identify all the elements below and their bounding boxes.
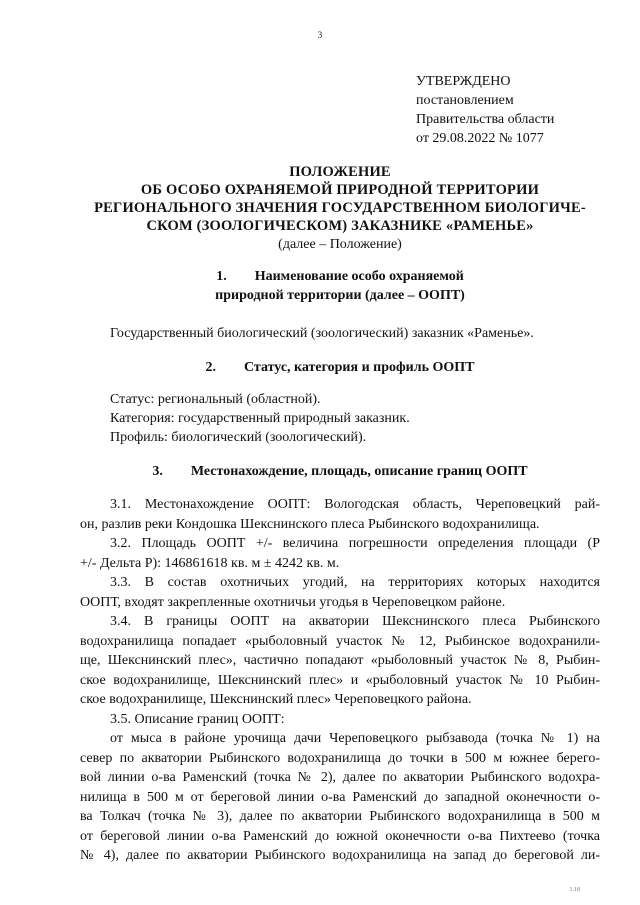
section-heading-text: природной территории (далее – ООПТ): [215, 288, 465, 303]
title-line: ПОЛОЖЕНИЕ: [289, 164, 391, 180]
page-number: 3: [317, 30, 323, 40]
approval-line: от 29.08.2022 № 1077: [416, 131, 544, 146]
section-number: 1.: [216, 269, 227, 284]
paragraph-line: +/- Дельта Р): 146861618 кв. м ± 4242 кв. м.: [80, 555, 340, 571]
section-3-body: [80, 495, 600, 866]
paragraph-line: нилища в 500 м от береговой линии о-ва Раменский до западной оконечности о-: [80, 789, 600, 805]
section-3-heading: [60, 462, 620, 481]
approval-stamp: [416, 72, 554, 148]
paragraph-line: 3.4. В границы ООПТ на акватории Шекснинского плеса Рыбинского: [110, 614, 600, 629]
document-title: [60, 163, 620, 254]
paragraph-line: ще, Шекснинский плес», частично попадают «рыболовный участок № 8, Рыбин-: [80, 653, 600, 668]
paragraph-line: север по акватории Рыбинского водохранилища до точки в 500 м южнее берего-: [80, 750, 600, 766]
title-subtitle: (далее – Положение): [278, 237, 402, 252]
section-heading-text: Местонахождение, площадь, описание границ ООПТ: [190, 464, 528, 479]
approval-line: Правительства области: [416, 112, 555, 127]
category-line: Категория: государственный природный заказник.: [110, 411, 410, 426]
section-heading-text: Наименование особо охраняемой: [254, 269, 464, 284]
paragraph-line: от мыса в районе урочища дачи Череповецкого рыбзавода (точка № 1) на: [110, 731, 600, 746]
section-2-heading: [60, 358, 620, 377]
profile-line: Профиль: биологический (зоологический).: [110, 430, 367, 445]
footer-mark: 1.18: [569, 887, 580, 893]
section-heading-text: Статус, категория и профиль ООПТ: [243, 360, 475, 375]
paragraph-line: он, разлив реки Кондошка Шекснинского плеса Рыбинского водохранилища.: [80, 516, 540, 532]
title-line: РЕГИОНАЛЬНОГО ЗНАЧЕНИЯ ГОСУДАРСТВЕННОМ БИОЛОГИЧЕ-: [94, 200, 586, 216]
section-1-text: Государственный биологический (зоологический) заказник «Раменье».: [110, 326, 534, 341]
paragraph-line: от береговой линии о-ва Раменский до южной оконечности о-ва Пихтеево (точка: [80, 828, 600, 844]
section-1-heading: [60, 267, 620, 305]
paragraph-line: ское водохранилище, Шекснинский плес» и «рыболовный участок № 10 Рыбин-: [80, 672, 600, 688]
paragraph-line: 3.3. В состав охотничьих угодий, на территориях которых находится: [110, 575, 600, 590]
approval-line: постановлением: [416, 93, 514, 108]
paragraph-line: водохранилища попадает «рыболовный участок № 12, Рыбинское водохранили-: [80, 633, 600, 649]
paragraph-line: 3.5. Описание границ ООПТ:: [110, 711, 285, 727]
section-number: 3.: [152, 464, 163, 479]
approval-line: УТВЕРЖДЕНО: [416, 74, 511, 89]
paragraph-line: № 4), далее по акватории Рыбинского водохранилища на запад до береговой ли-: [80, 848, 600, 863]
status-line: Статус: региональный (областной).: [110, 392, 321, 407]
paragraph-line: ООПТ, входят закрепленные охотничьи угодья в Череповецком районе.: [80, 594, 506, 610]
title-line: СКОМ (ЗООЛОГИЧЕСКОМ) ЗАКАЗНИКЕ «РАМЕНЬЕ»: [146, 218, 534, 234]
paragraph-line: ва Толкач (точка № 3), далее по акватории Рыбинского водохранилища в 500 м: [80, 809, 600, 824]
title-line: ОБ ОСОБО ОХРАНЯЕМОЙ ПРИРОДНОЙ ТЕРРИТОРИИ: [140, 182, 540, 198]
section-number: 2.: [205, 360, 216, 375]
paragraph-line: ское водохранилище, Шекснинский плес» Череповецкого района.: [80, 692, 472, 707]
paragraph-line: 3.2. Площадь ООПТ +/- величина погрешности определения площади (Р: [110, 536, 600, 551]
paragraph-line: 3.1. Местонахождение ООПТ: Вологодская область, Череповецкий рай-: [110, 497, 600, 512]
paragraph-line: вой линии о-ва Раменский (точка № 2), далее по акватории Рыбинского водохра-: [80, 770, 600, 785]
